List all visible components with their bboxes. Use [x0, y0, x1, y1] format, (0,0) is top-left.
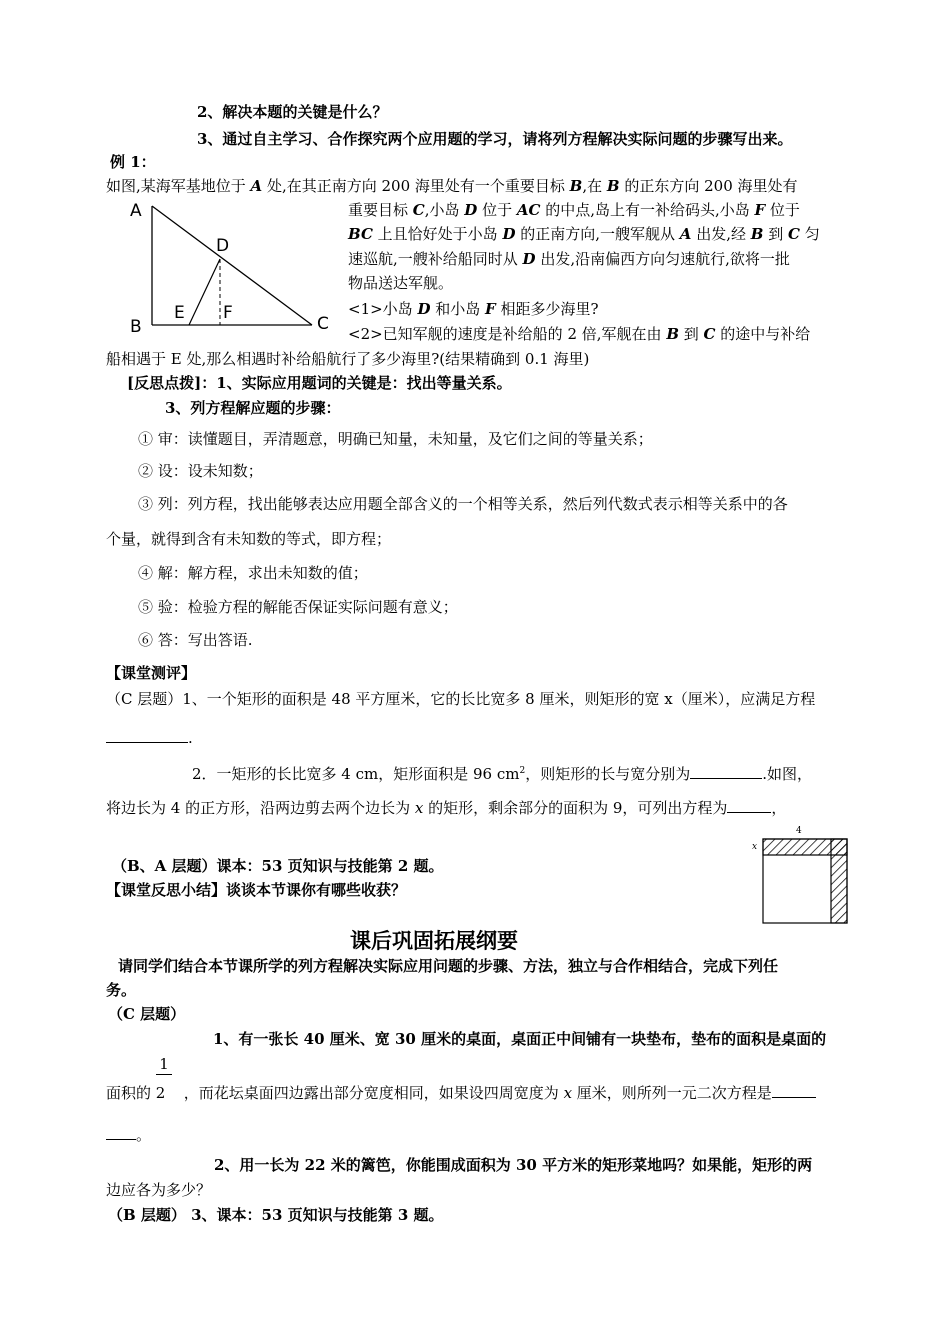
- homework-p1-end: 。: [106, 1124, 151, 1146]
- fraction-numerator: 1: [159, 1055, 169, 1073]
- homework-p1-b: 面积的 2 ，而花坛桌面四边露出部分宽度相同，如果设四周宽度为 x 厘米，则所列一元二次方程是: [106, 1082, 816, 1104]
- classtest-summary: 【课堂反思小结】谈谈本节课你有哪些收获？: [106, 881, 407, 899]
- fraction-bar: [156, 1074, 172, 1075]
- example-line-7: <2>已知军舰的速度是补给船的 2 倍,军舰在由 B 到 C 的途中与补给: [348, 325, 811, 343]
- reflection-keypoint: [反思点拨]：1、实际应用题词的关键是：找出等量关系。: [127, 374, 512, 392]
- example-line-4: 速巡航,一艘补给船同时从 D 出发,沿南偏西方向匀速航行,欲将一批: [348, 250, 790, 268]
- label-a: A: [130, 201, 142, 221]
- step-4: ④ 解：解方程，求出未知数的值；: [138, 564, 368, 582]
- cut-strip-right: [831, 839, 847, 923]
- step-3-cont: 个量，就得到含有未知数的等式，即方程；: [106, 530, 392, 548]
- example-line-8: 船相遇于 E 处,那么相遇时补给船航行了多少海里?(结果精确到 0.1 海里): [106, 350, 590, 368]
- classtest-q1-blank: .: [106, 727, 193, 749]
- triangle-figure: [128, 198, 338, 338]
- step-3: ③ 列：列方程，找出能够表达应用题全部含义的一个相等关系，然后列代数式表示相等关系中的各: [138, 495, 788, 513]
- question-3: 3、通过自主学习、合作探究两个应用题的学习，请将列方程解决实际问题的步骤写出来。: [197, 130, 793, 148]
- homework-title: 课后巩固拓展纲要: [350, 929, 518, 953]
- step-5: ⑤ 验：检验方程的解能否保证实际问题有意义；: [138, 598, 458, 616]
- example-line-2: 重要目标 C,小岛 D 位于 AC 的中点,岛上有一补给码头,小岛 F 位于: [348, 201, 800, 219]
- label-c: C: [317, 314, 329, 334]
- homework-b-level: （B 层题） 3、课本：53 页知识与技能第 3 题。: [108, 1206, 444, 1224]
- reflection-steps-title: 3、列方程解应题的步骤：: [165, 399, 341, 417]
- homework-p2-cont: 边应各为多少？: [106, 1181, 212, 1199]
- example-line-3: BC 上且恰好处于小岛 D 的正南方向,一艘军舰从 A 出发,经 B 到 C 匀: [348, 225, 820, 243]
- segment-de: [189, 259, 220, 325]
- homework-intro-1: 请同学们结合本节课所学的列方程解决实际应用问题的步骤、方法，独立与合作相结合，完成下列任: [118, 957, 779, 975]
- homework-p1: 1、有一张长 40 厘米、宽 30 厘米的桌面，桌面正中间铺有一块垫布，垫布的面积是桌面的: [213, 1030, 827, 1048]
- example-line-6: <1>小岛 D 和小岛 F 相距多少海里?: [348, 300, 599, 318]
- label-b: B: [130, 317, 142, 337]
- homework-intro-2: 务。: [106, 981, 137, 999]
- classtest-title: 【课堂测评】: [106, 664, 197, 682]
- example-line-1: 如图,某海军基地位于 A 处,在其正南方向 200 海里处有一个重要目标 B,在 B 的正东方向 200 海里处有: [106, 177, 798, 195]
- classtest-q2: 2．一矩形的长比宽多 4 cm，矩形面积是 96 $cm^2$，则矩形的长与宽分别为 .如图，: [192, 765, 813, 783]
- step-2: ② 设：设未知数；: [138, 462, 263, 480]
- label-f: F: [223, 303, 233, 323]
- square-figure: [748, 823, 852, 927]
- fig-label-x: x: [752, 842, 758, 852]
- example-title: 例 1：: [110, 153, 156, 171]
- homework-c-level: （C 层题）: [108, 1005, 186, 1023]
- label-d: D: [216, 236, 230, 256]
- label-e: E: [174, 303, 185, 323]
- classtest-q3: 将边长为 4 的正方形，沿两边剪去两个边长为 x 的矩形，剩余部分的面积为 9，可列出方程为 ，: [106, 799, 787, 817]
- classtest-ba: （B、A 层题）课本：53 页知识与技能第 2 题。: [112, 857, 444, 875]
- question-2: 2、解决本题的关键是什么？: [197, 103, 388, 121]
- step-6: ⑥ 答：写出答语.: [138, 631, 253, 649]
- example-line-5: 物品送达军舰。: [348, 274, 454, 292]
- classtest-q1: （C 层题）1、一个矩形的面积是 48 平方厘米，它的长比宽多 8 厘米，则矩形的宽 x（厘米），应满足方程: [106, 690, 816, 708]
- fig-label-4: 4: [796, 826, 802, 836]
- step-1: ① 审：读懂题目，弄清题意，明确已知量，未知量，及它们之间的等量关系；: [138, 430, 653, 448]
- homework-p2: 2、用一长为 22 米的篱笆，你能围成面积为 30 平方米的矩形菜地吗？如果能，矩形的两: [214, 1156, 813, 1174]
